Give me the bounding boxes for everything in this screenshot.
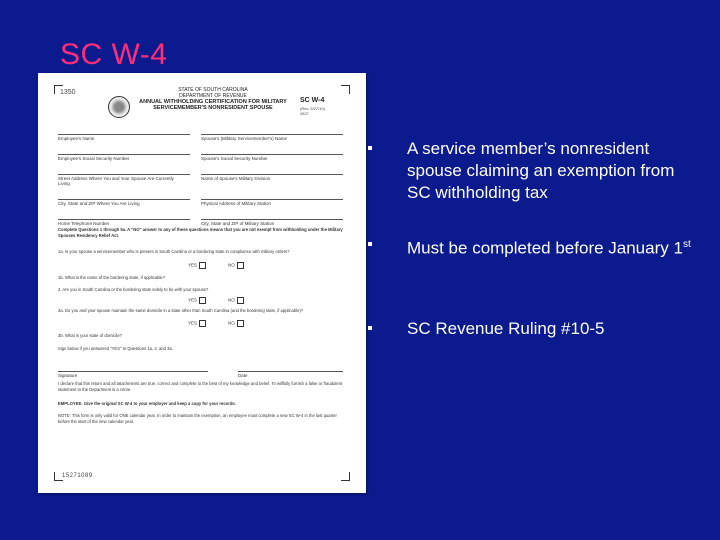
signature-field xyxy=(58,360,208,378)
bullet-marker-icon xyxy=(368,326,372,330)
q1a-yes xyxy=(188,262,206,269)
question-3b: 3b. What is your state of domicile? xyxy=(58,333,123,338)
employee-note: EMPLOYEE: Give the original SC W-4 to your employer and keep a copy for your records. xyxy=(58,401,236,406)
checkbox xyxy=(237,297,244,304)
question-1a: 1a. Is your spouse a servicemember who is present in South Carolina or a bordering state in compliance with military orders? xyxy=(58,249,290,254)
military-station-field xyxy=(201,188,343,206)
revision-text: (Rev. 5/27/10) xyxy=(300,106,326,111)
bullet-item xyxy=(395,318,695,340)
form-title: SERVICEMEMBER'S NONRESIDENT SPOUSE xyxy=(153,105,273,111)
agency-line: STATE OF SOUTH CAROLINA xyxy=(178,87,248,93)
barcode-number: 15271089 xyxy=(62,473,93,479)
employee-ssn-field xyxy=(58,143,190,161)
bullet-text: Must be completed before January 1 xyxy=(407,238,683,258)
yes-label: YES xyxy=(188,320,198,326)
no-label: NO xyxy=(228,320,235,326)
employee-name-field xyxy=(58,123,190,141)
no-label: NO xyxy=(228,262,235,268)
question-3a: 3a. Do you and your spouse maintain the same domicile in a state other than South Carolina (and the bordering state, if applicable)? xyxy=(58,308,304,313)
bullet-text: A service member’s nonresident spouse claiming an exemption from SC withholding tax xyxy=(407,139,675,202)
station-city-field xyxy=(201,208,343,226)
checkbox xyxy=(199,262,206,269)
form-number: 1350 xyxy=(60,89,76,96)
q3a-yes xyxy=(188,320,206,327)
bullet-text: SC Revenue Ruling #10-5 xyxy=(407,318,605,338)
question-2: 2. Are you in South Carolina or the bordering state solely to be with your spouse? xyxy=(58,287,209,292)
bullet-item xyxy=(395,138,695,204)
form-id: SC W-4 xyxy=(300,97,325,104)
sc-w4-form-image xyxy=(38,73,366,493)
field-label: Street Address Where You and Your Spouse Are Currently Living xyxy=(58,176,174,186)
field-label: Employee's Name xyxy=(58,136,95,141)
declaration: I declare that this return and all attachments are true, correct and complete to the best of my knowledge and belief. To willfully furnish a false or fraudulent statement to the Department is a crime. xyxy=(58,381,343,392)
checkbox xyxy=(199,320,206,327)
spouse-name-field xyxy=(201,123,343,141)
form-title: ANNUAL WITHHOLDING CERTIFICATION FOR MILITARY xyxy=(139,99,287,105)
q3a-no xyxy=(228,320,244,327)
no-label: NO xyxy=(228,297,235,303)
field-label: Physical Address of Military Station xyxy=(201,201,272,206)
date-field xyxy=(238,360,343,378)
field-label: Spouse's Social Security Number xyxy=(201,156,268,161)
crop-mark xyxy=(341,85,350,94)
form-header xyxy=(128,87,298,111)
field-label: City, State and ZIP Where You Are Living xyxy=(58,201,140,206)
q1a-no xyxy=(228,262,244,269)
slide-title: SC W-4 xyxy=(60,38,168,71)
field-label: Employee's Social Security Number xyxy=(58,156,130,161)
field-label: Date xyxy=(238,373,248,378)
validity-note: NOTE: This form is only valid for ONE calendar year. In order to maintain the exemption, an employee must complete a new SC W-4 in the last quarter before the start of the new calendar year. xyxy=(58,413,337,424)
city-state-zip-field xyxy=(58,188,190,206)
bullet-marker-icon xyxy=(368,146,372,150)
form-revision xyxy=(300,106,325,116)
checkbox xyxy=(237,262,244,269)
bullet-list xyxy=(395,138,695,340)
checkbox xyxy=(199,297,206,304)
yes-label: YES xyxy=(188,262,198,268)
field-label: City, State and ZIP of Military Station xyxy=(201,221,275,226)
field-label: Name of Spouse's Military Division xyxy=(201,176,271,181)
field-label: Home Telephone Number xyxy=(58,221,110,226)
crop-mark xyxy=(341,472,350,481)
agency-line: DEPARTMENT OF REVENUE xyxy=(179,93,247,99)
instructions: Complete Questions 1 through 5a. A "NO" answer to any of these questions means that you are not exempt from withholding under the Military Spouses Residency Relief Act. xyxy=(58,227,343,238)
revision-code: 4527 xyxy=(300,111,309,116)
home-phone-field xyxy=(58,208,190,226)
street-address-field xyxy=(58,163,190,186)
q2-no xyxy=(228,297,244,304)
spouse-ssn-field xyxy=(201,143,343,161)
field-label: Spouse's (Military Servicemember's) Name xyxy=(201,136,287,141)
field-label: Signature xyxy=(58,373,78,378)
checkbox xyxy=(237,320,244,327)
q2-yes xyxy=(188,297,206,304)
sign-note: Sign below if you answered "YES" to Questions 1a, 2, and 3a. xyxy=(58,346,173,351)
bullet-marker-icon xyxy=(368,242,372,246)
yes-label: YES xyxy=(188,297,198,303)
state-seal-icon xyxy=(108,96,130,118)
bullet-item xyxy=(395,234,695,260)
superscript: st xyxy=(682,239,691,250)
question-1b: 1b. What is the name of the bordering state, if applicable? xyxy=(58,275,166,280)
military-division-field xyxy=(201,163,343,181)
